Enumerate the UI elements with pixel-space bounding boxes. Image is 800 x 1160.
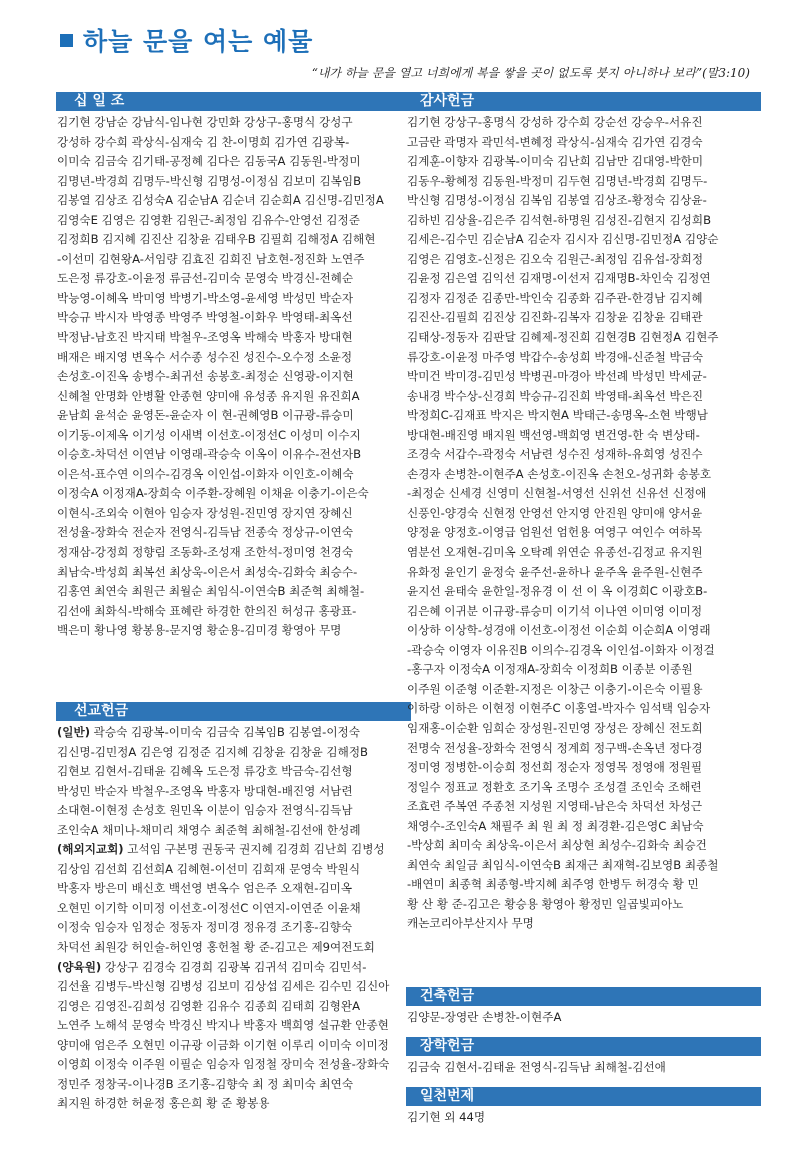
mission-line (57, 1036, 410, 1056)
scholarship-list (407, 1058, 760, 1078)
names-text: 곽승숙 김광복-이미숙 김금숙 김복임B 김봉열-이정숙 (90, 725, 360, 739)
names-text: 정민주 정창국-이나경B 조기홍-김향숙 최 정 최미숙 최연숙 (57, 1076, 354, 1091)
thanks-line: 류강호-이윤정 마주영 박갑수-송성희 박경애-신준철 박금숙 (407, 349, 704, 364)
thanks-line: 염분선 오재현-김미옥 오탁례 위연순 유종선-김정교 유지원 (407, 545, 703, 560)
tithe-line: 윤남희 윤석순 윤영돈-윤순자 이 현-권혜영B 이규광-류승미 (57, 408, 354, 423)
mission-line (57, 743, 410, 763)
mission-line (57, 723, 410, 743)
thanks-line: 김하빈 김상율-김은주 김석현-하명원 김성진-김현지 김성희B (407, 212, 712, 227)
names-text: 소대현-이현정 손성호 원민옥 이분이 임승자 전영식-김득남 (57, 803, 353, 818)
building-line: 김양문-장영란 손병찬-이현주A (407, 1010, 562, 1024)
mission-line (57, 997, 410, 1017)
mission-line (57, 821, 410, 841)
title-square-icon (60, 34, 73, 47)
thanks-line: -홍구자 이정숙A 이정재A-장희숙 이정희B 이종분 이종원 (407, 662, 693, 677)
thanks-line: 송내경 박수상-신경희 박승규-김진희 박영태-최옥선 박은진 (407, 388, 704, 403)
names-text: 강상구 김경숙 김경희 김광복 김귀석 김미숙 김민석- (101, 959, 367, 974)
thanks-line: 김정자 김정준 김종만-박인숙 김종화 김주관-한경남 김지혜 (407, 290, 703, 305)
thanks-line: 김은혜 이귀분 이규광-류승미 이기석 이나연 이미영 이미정 (407, 603, 703, 618)
page-title (60, 22, 760, 58)
tithe-line: 김기현 강남순 강남식-임나현 강민화 강상구-홍명식 강성구 (57, 115, 353, 129)
thanks-line: 윤지선 윤태숙 윤한일-정유경 이 선 이 옥 이경희C 이광호B- (407, 584, 708, 599)
mission-line (57, 782, 410, 802)
thanks-list (407, 113, 760, 934)
thanks-line: 김윤정 김은열 김익선 김재명-이선저 김재명B-차인숙 김정연 (407, 271, 711, 286)
mission-line (57, 860, 410, 880)
mission-line (57, 958, 410, 978)
tithe-line: 이은석-표수연 이의수-김경옥 이인섭-이화자 이인호-이혜숙 (57, 466, 354, 481)
thanks-line: -박상희 최미숙 최상욱-이은서 최상현 최성수-김화숙 최승건 (407, 838, 707, 853)
building-list (407, 1008, 760, 1028)
scholarship-line: 김금숙 김현서-김태윤 전영식-김득남 최해철-김선애 (407, 1060, 666, 1074)
thanks-line: -곽승숙 이영자 이유진B 이의수-김경옥 이인섭-이화자 이정걸 (407, 642, 715, 657)
names-text: 조인숙A 채미나-채미리 채영수 최준혁 최해철-김선애 한성례 (57, 822, 361, 837)
tithe-line: 도은정 류강호-이윤정 류금선-김미숙 문영숙 박경신-전혜순 (57, 271, 354, 286)
tithe-line: 신혜철 안명화 안병활 안종현 양미애 유성종 유지원 유진희A (57, 388, 360, 403)
thanks-line: 김진산-김필희 김진상 김진화-김복자 김창윤 김창윤 김태관 (407, 310, 703, 325)
thanks-line: 유화정 윤인기 윤정숙 윤주선-윤하나 윤주옥 윤주원-신현주 (407, 564, 703, 579)
names-text: 차덕선 최원강 허인술-허인영 홍헌철 황 준-김고은 제9여전도회 (57, 940, 375, 955)
tithe-line: 김명년-박경희 김명두-박신형 김명성-이정심 김보미 김복임B (57, 173, 362, 188)
thanks-line: 김세은-김수민 김순남A 김순자 김시자 김신명-김민정A 김양순 (407, 232, 719, 247)
names-text: 양미애 엄은주 오현민 이규광 이금화 이기현 이루리 이미숙 이미정 (57, 1037, 389, 1052)
names-text: 오현민 이기학 이미정 이선호-이정선C 이연지-이연준 이윤채 (57, 900, 361, 915)
tithe-line: 이승호-차덕선 이연남 이영래-곽승숙 이옥이 이유수-전선자B (57, 447, 362, 462)
tithe-line: 강성하 강수희 곽상식-심재숙 김 찬-이명희 김가연 김광복- (57, 134, 350, 149)
mission-section (56, 702, 411, 1114)
names-text: 이영희 이정숙 이주원 이필순 임승자 임정철 장미숙 전성율-장화숙 (57, 1057, 390, 1072)
names-text: 고석임 구본명 권동국 권지혜 김경희 김난희 김병성 (123, 842, 385, 857)
mission-line (57, 801, 410, 821)
thanks-line: 정일수 정표교 정환호 조기옥 조명수 조성결 조인숙 조해련 (407, 779, 702, 794)
tithe-line: 김봉열 김상조 김성숙A 김순남A 김순녀 김순희A 김신명-김민정A (57, 193, 384, 208)
section-heading-mission: 선교헌금 (56, 702, 411, 721)
thanks-line: 손경자 손병찬-이현주A 손성호-이진옥 손천오-성귀화 송봉호 (407, 466, 712, 481)
mission-line (57, 762, 410, 782)
thanks-line: -배연미 최종혁 최종형-박지혜 최주영 한병두 허경숙 황 민 (407, 877, 699, 892)
scholarship-section (406, 1037, 761, 1078)
thanks-line: -최정순 신세경 신영미 신현철-서영선 신위선 신유선 신정애 (407, 486, 707, 501)
thanks-line: 양정윤 양정호-이영급 엄원선 엄헌용 여영구 여인수 여하목 (407, 525, 703, 540)
section-heading-thanks: 감사헌금 (406, 92, 761, 111)
names-text: 김현보 김현서-김태윤 김혜옥 도은정 류강호 박금숙-김선형 (57, 764, 353, 779)
page-title-text: 하늘 문을 여는 예물 (83, 27, 314, 56)
category-label: (일반) (57, 725, 90, 739)
thanks-line: 박신형 김명성-이정심 김복임 김봉열 김상조-황정숙 김상윤- (407, 193, 707, 208)
tithe-line: 김영숙E 김영은 김영환 김원근-최정임 김유수-안영선 김정준 (57, 212, 360, 227)
thanks-line: 이하랑 이하은 이현정 이현주C 이홍열-박자수 임석택 임승자 (407, 701, 711, 716)
mission-line (57, 1075, 410, 1095)
thanks-line: 김태상-정동자 김판달 김혜제-정진희 김현경B 김현정A 김현주 (407, 330, 719, 345)
names-text: 김신명-김민정A 김은영 김정준 김지혜 김창윤 김창윤 김해정B (57, 744, 368, 759)
thanks-line: 조효련 주복연 주종천 지성원 지영태-남은숙 차덕선 차성근 (407, 799, 703, 814)
mission-line (57, 1016, 410, 1036)
tithe-line: 김홍연 최연숙 최원근 최월순 최임식-이연숙B 최준혁 최해철- (57, 584, 365, 599)
mission-line (57, 977, 410, 997)
names-text: 박홍자 방은미 배신호 백선영 변옥수 엄은주 오재현-김미옥 (57, 881, 353, 896)
tithe-section (56, 92, 411, 641)
tithe-line: 이미숙 김금숙 김기태-공정혜 김다은 김동국A 김동원-박정미 (57, 154, 361, 169)
tithe-line: 김선애 최화식-박해숙 표혜란 하경한 한의진 허성규 홍광표- (57, 603, 357, 618)
tithe-list (57, 113, 410, 641)
category-label: (해외지교회) (57, 842, 124, 857)
mission-list (57, 723, 410, 1114)
thanks-line: 이상하 이상학-성경애 이선호-이정선 이순희 이순희A 이영래 (407, 623, 711, 638)
names-text: 노연주 노해석 문영숙 박경신 박지나 박홍자 백희영 설규환 안종현 (57, 1018, 389, 1033)
names-text: 박성민 박순자 박철우-조영옥 박홍자 방대현-배진영 서남련 (57, 783, 353, 798)
mission-line (57, 938, 410, 958)
thanks-line: 임재홍-이순환 임희순 장성원-진민영 장성은 장혜신 전도희 (407, 720, 703, 735)
section-heading-firstfruits: 일천번제 (406, 1087, 761, 1106)
mission-line (57, 918, 410, 938)
category-label: (양육원) (57, 959, 102, 974)
thanks-line: 최연숙 최일금 최임식-이연숙B 최재근 최재혁-김보영B 최종철 (407, 857, 719, 872)
tithe-line: 배재은 배지영 변옥수 서수종 성수진 성진수-오수정 소윤정 (57, 349, 353, 364)
thanks-line: 조경숙 서갑수-곽정숙 서남련 성수진 성재하-유희영 성진수 (407, 447, 703, 462)
thanks-line: 김계훈-이향자 김광복-이미숙 김난희 김남만 김대영-박한미 (407, 154, 704, 169)
mission-line (57, 879, 410, 899)
firstfruits-list (407, 1108, 760, 1128)
tithe-line: 백은미 황나영 황봉용-문지영 황순용-김미경 황영아 무명 (57, 623, 342, 638)
thanks-line: 박정희C-김재표 박지은 박지현A 박태근-송명옥-소현 박행남 (407, 408, 708, 423)
thanks-line: 정미영 정병한-이승희 정선희 정순자 정영목 정영애 정원필 (407, 760, 703, 775)
bible-verse: “내가 하늘 문을 열고 너희에게 복을 쌓을 곳이 없도록 붓지 아니하나 보라”(말3:10) (311, 66, 750, 80)
mission-line (57, 840, 410, 860)
tithe-line: 정재삼-강정희 정향림 조동화-조성재 조한석-정미영 천경숙 (57, 545, 354, 560)
tithe-line: 박승규 박시자 박영종 박영주 박영철-이화우 박영태-최옥선 (57, 310, 353, 325)
firstfruits-line: 김기현 외 44명 (407, 1110, 486, 1124)
tithe-line: 이현식-조외숙 이현아 임승자 장성원-진민영 장지연 장혜신 (57, 505, 353, 520)
tithe-line: 전성율-장화숙 전순자 전영식-김득남 전종숙 정상규-이연숙 (57, 525, 354, 540)
names-text: 최지원 하경한 허윤정 홍은희 황 준 황봉용 (57, 1096, 270, 1111)
thanks-line: 전명숙 전성율-장화숙 전영식 정계희 정구백-손옥년 정다경 (407, 740, 703, 755)
mission-line (57, 1094, 410, 1114)
names-text: 김상임 김선희 김선희A 김혜현-이선미 김희재 문영숙 박원식 (57, 861, 361, 876)
mission-line (57, 1055, 410, 1075)
tithe-line: 손성호-이진옥 송병수-최귀선 송봉호-최정순 신영광-이지현 (57, 369, 354, 384)
names-text: 김영은 김영진-김희성 김영환 김유수 김종희 김태희 김형완A (57, 998, 361, 1013)
tithe-line: 최남숙-박성희 최복선 최상욱-이은서 최성숙-김화숙 최승수- (57, 564, 358, 579)
thanks-line: 방대현-배진영 배지원 백선영-백희영 변건영-한 숙 변상태- (407, 427, 700, 442)
tithe-line: 김정희B 김지혜 김진산 김창윤 김태우B 김필희 김해정A 김해현 (57, 232, 376, 247)
thanks-line: 김영은 김영호-신정은 김오숙 김원근-최정임 김유섭-장희정 (407, 251, 704, 266)
thanks-line: 고금란 곽명자 곽민석-변혜정 곽상식-심재숙 김가연 김경숙 (407, 134, 703, 149)
thanks-line: 캐논코리아부산지사 무명 (407, 916, 534, 931)
thanks-line: 채영수-조인숙A 채필주 최 원 최 정 최경환-김은영C 최남숙 (407, 818, 704, 833)
tithe-line: 이정숙A 이정재A-장희숙 이주환-장혜원 이채윤 이충기-이은숙 (57, 486, 369, 501)
names-text: 이정숙 임승자 임정순 정동자 정미경 정유경 조기홍-김향숙 (57, 920, 353, 935)
page-header (60, 22, 760, 58)
mission-line (57, 899, 410, 919)
thanks-line: 황 산 황 준-김고은 황승용 황영아 황정민 일곱빛피아노 (407, 896, 684, 911)
building-section (406, 987, 761, 1028)
thanks-line: 김기현 강상구-홍명식 강성하 강수희 강순선 강승우-서유진 (407, 115, 703, 129)
thanks-section (406, 92, 761, 934)
tithe-line: 이기동-이제옥 이기성 이새벽 이선호-이정선C 이성미 이수지 (57, 427, 361, 442)
section-heading-tithe: 십 일 조 (56, 92, 411, 111)
tithe-line: 박정남-남호진 박지태 박철우-조영옥 박해숙 박홍자 방대현 (57, 330, 353, 345)
tithe-line: 박능영-이혜옥 박미영 박병기-박소영-윤세영 박성민 박순자 (57, 290, 354, 305)
firstfruits-section (406, 1087, 761, 1128)
section-heading-building: 건축헌금 (406, 987, 761, 1006)
section-heading-scholarship: 장학헌금 (406, 1037, 761, 1056)
thanks-line: 신풍인-양경숙 신현정 안영선 안지영 안진원 양미애 양서윤 (407, 505, 703, 520)
thanks-line: 이주원 이준형 이준환-지정은 이창근 이충기-이은숙 이필용 (407, 681, 703, 696)
names-text: 김선율 김병두-박신형 김병성 김보미 김상섭 김세은 김수민 김신아 (57, 979, 390, 994)
tithe-line: -이선미 김현왕A-서임량 김효진 김희진 남호현-정진화 노연주 (57, 251, 365, 266)
thanks-line: 박미건 박미경-김민성 박병권-마경아 박선례 박성민 박세균- (407, 369, 707, 384)
thanks-line: 김동우-황혜정 김동원-박정미 김두현 김명년-박경희 김명두- (407, 173, 708, 188)
